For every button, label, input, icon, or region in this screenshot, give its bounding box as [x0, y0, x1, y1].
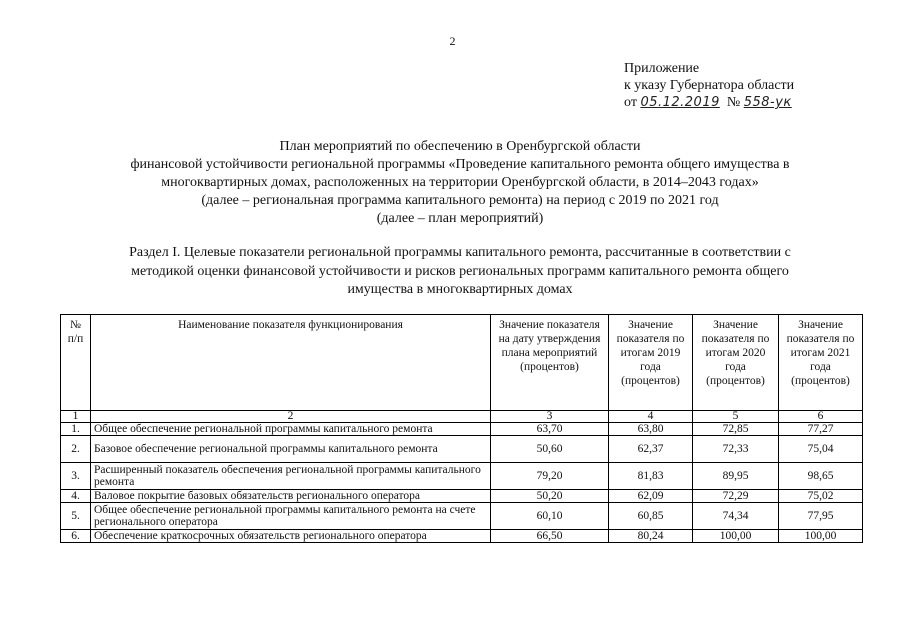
decree-date: 05.12.2019: [640, 95, 720, 110]
value-2019: 80,24: [609, 530, 693, 543]
header-number: № п/п: [61, 315, 91, 411]
index-cell: 5: [693, 411, 779, 423]
index-cell: 3: [491, 411, 609, 423]
indicator-name: Обеспечение краткосрочных обязательств регионального оператора: [91, 530, 491, 543]
value-2019: 62,09: [609, 490, 693, 503]
value-2021: 75,04: [779, 436, 863, 463]
value-2020: 89,95: [693, 463, 779, 490]
value-2021: 77,27: [779, 423, 863, 436]
value-2021: 98,65: [779, 463, 863, 490]
appendix-title: Приложение: [624, 61, 700, 76]
row-number: 2.: [61, 436, 91, 463]
header-indicator-name: Наименование показателя функционирования: [91, 315, 491, 411]
value-2019: 60,85: [609, 503, 693, 530]
table-row: [61, 436, 863, 463]
table-index-row: [61, 411, 863, 423]
appendix-block: [624, 60, 794, 111]
header-value-2019: Значение показателя по итогам 2019 года (процентов): [609, 315, 693, 411]
indicator-name: Общее обеспечение региональной программы капитального ремонта на счете регионального оператора: [91, 503, 491, 530]
table-row: [61, 463, 863, 490]
header-value-approval: Значение показателя на дату утверждения плана мероприятий (процентов): [491, 315, 609, 411]
value-2020: 72,85: [693, 423, 779, 436]
title-line-5: (далее – план мероприятий): [376, 211, 544, 226]
value-2019: 62,37: [609, 436, 693, 463]
decree-number: 558-ук: [743, 95, 792, 110]
section-line-3: имущества в многоквартирных домах: [347, 282, 573, 297]
value-2020: 100,00: [693, 530, 779, 543]
table-row: [61, 490, 863, 503]
table-row: [61, 423, 863, 436]
indicators-table: [60, 314, 863, 543]
title-line-3: многоквартирных домах, расположенных на территории Оренбургской области, в 2014–2043 годах»: [161, 175, 759, 190]
table-row: [61, 530, 863, 543]
header-value-2020: Значение показателя по итогам 2020 года (процентов): [693, 315, 779, 411]
row-number: 5.: [61, 503, 91, 530]
document-title: [60, 138, 860, 228]
value-approval: 66,50: [491, 530, 609, 543]
section-line-2: методикой оценки финансовой устойчивости и рисков региональных программ капитального ремонта общего: [131, 263, 789, 279]
section-heading: [60, 244, 860, 300]
row-number: 4.: [61, 490, 91, 503]
row-number: 1.: [61, 423, 91, 436]
value-2020: 72,33: [693, 436, 779, 463]
index-cell: 1: [61, 411, 91, 423]
value-2020: 72,29: [693, 490, 779, 503]
table-header-row: [61, 315, 863, 411]
index-cell: 2: [91, 411, 491, 423]
title-line-4: (далее – региональная программа капитального ремонта) на период с 2019 по 2021 год: [201, 193, 719, 208]
header-value-2021: Значение показателя по итогам 2021 года (процентов): [779, 315, 863, 411]
value-2020: 74,34: [693, 503, 779, 530]
table-row: [61, 503, 863, 530]
title-line-2: финансовой устойчивости региональной программы «Проведение капитального ремонта общего имущества в: [130, 157, 790, 172]
value-approval: 63,70: [491, 423, 609, 436]
row-number: 6.: [61, 530, 91, 543]
value-2019: 63,80: [609, 423, 693, 436]
value-2021: 100,00: [779, 530, 863, 543]
indicator-name: Базовое обеспечение региональной программы капитального ремонта: [91, 436, 491, 463]
indicator-name: Валовое покрытие базовых обязательств регионального оператора: [91, 490, 491, 503]
appendix-reference: к указу Губернатора области: [624, 78, 795, 93]
index-cell: 6: [779, 411, 863, 423]
value-approval: 50,60: [491, 436, 609, 463]
title-line-1: План мероприятий по обеспечению в Оренбургской области: [279, 139, 641, 154]
value-2021: 75,02: [779, 490, 863, 503]
appendix-date-number: [624, 94, 794, 111]
value-2021: 77,95: [779, 503, 863, 530]
row-number: 3.: [61, 463, 91, 490]
value-approval: 79,20: [491, 463, 609, 490]
value-2019: 81,83: [609, 463, 693, 490]
value-approval: 60,10: [491, 503, 609, 530]
from-label: от: [624, 95, 637, 110]
number-label: №: [726, 95, 741, 110]
value-approval: 50,20: [491, 490, 609, 503]
indicator-name: Общее обеспечение региональной программы капитального ремонта: [91, 423, 491, 436]
index-cell: 4: [609, 411, 693, 423]
page-number: 2: [449, 34, 456, 48]
section-line-1: Раздел I. Целевые показатели региональной программы капитального ремонта, рассчитанные в соответствии с: [129, 245, 791, 260]
indicator-name: Расширенный показатель обеспечения региональной программы капитального ремонта: [91, 463, 491, 490]
